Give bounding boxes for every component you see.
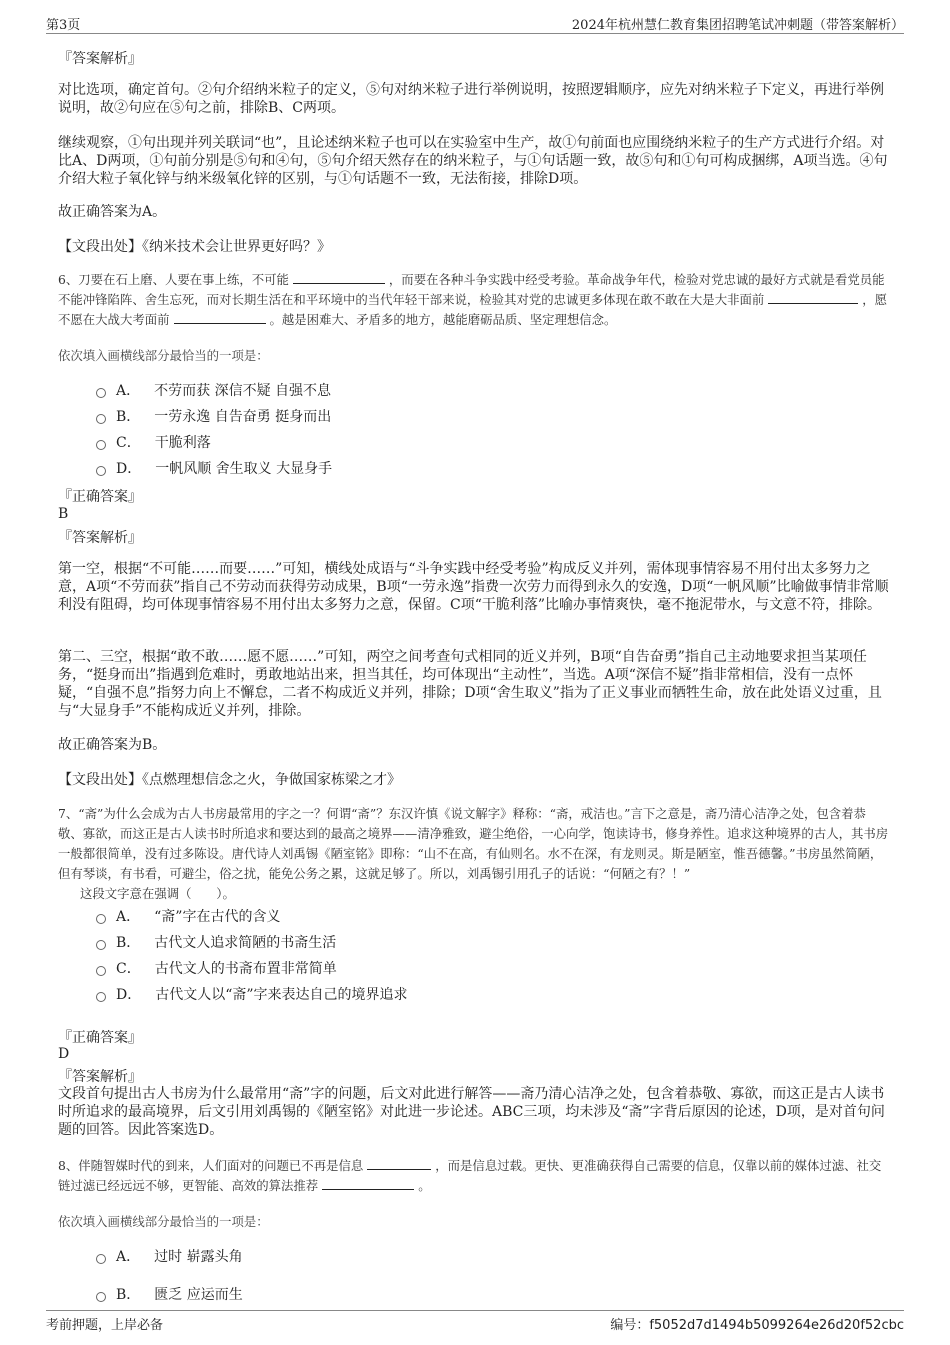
option-letter: C． xyxy=(116,961,141,977)
radio-icon[interactable] xyxy=(96,914,106,924)
q6-analysis-para1: 第一空，根据“不可能……而要……”可知，横线处成语与“斗争实践中经受考验”构成反义并列，需体现事情容易不用付出太多努力之意，A项“不劳而获”指自己不劳动而获得劳动成果，B项“一劳永逸”指费一次劳力而得到永久的安逸，D项“一帆风顺”比喻做事情非常顺利没有阻碍，均可体现事情容易不用付出太多努力之意，保留。C项“干脆利落”比喻办事情爽快，毫不拖泥带水，与文意不符，排除。 xyxy=(58,561,889,613)
footer-divider xyxy=(46,1310,904,1311)
option-text: 干脆利落 xyxy=(154,435,211,451)
option-letter: A． xyxy=(116,383,141,399)
q5-analysis-para2: 继续观察，①句出现并列关联词“也”，且论述纳米粒子也可以在实验室中生产，故①句前面也应围绕纳米粒子的生产方式进行介绍。对比A、D两项，①句前分别是⑤句和④句，⑤句介绍天然存在的纳米粒子，与①句话题一致，故⑤句和①句可构成捆绑，A项当选。④句介绍大粒子氧化锌与纳米级氧化锌的区别，与①句话题不一致，无法衔接，排除D项。 xyxy=(58,135,888,187)
q5-conclusion: 故正确答案为A。 xyxy=(58,204,167,220)
option-letter: C． xyxy=(116,435,141,451)
document-title: 2024年杭州慧仁教育集团招聘笔试冲刺题（带答案解析） xyxy=(571,18,904,33)
q8-option-a[interactable] xyxy=(96,1246,243,1266)
footer-slogan: 考前押题，上岸必备 xyxy=(46,1318,164,1333)
q7-question: 这段文字意在强调（ ）。 xyxy=(80,886,235,901)
option-letter: D． xyxy=(116,987,142,1003)
q6-option-d[interactable] xyxy=(96,458,332,478)
option-letter: B． xyxy=(116,1287,141,1303)
q6-prompt: 依次填入画横线部分最恰当的一项是： xyxy=(58,348,269,363)
q6-stem-part4: 。越是困难大、矛盾多的地方，越能磨砺品质、坚定理想信念。 xyxy=(269,312,617,327)
header-divider xyxy=(46,33,904,34)
option-text: 古代文人的书斋布置非常简单 xyxy=(154,961,337,977)
option-text: 过时 崭露头角 xyxy=(154,1249,243,1265)
q8-stem xyxy=(58,1156,890,1196)
option-text: 匮乏 应运而生 xyxy=(154,1287,243,1303)
page-number: 第3页 xyxy=(46,18,81,33)
q6-analysis-label: 『答案解析』 xyxy=(58,530,142,546)
q6-blank-3 xyxy=(174,322,266,324)
q7-analysis-label: 『答案解析』 xyxy=(58,1069,142,1085)
q5-analysis-para1: 对比选项，确定首句。②句介绍纳米粒子的定义，⑤句对纳米粒子进行举例说明，按照逻辑顺序，应先对纳米粒子下定义，再进行举例说明，故②句应在⑤句之前，排除B、C两项。 xyxy=(58,82,884,116)
q8-stem-part2: ，而是信息过载。更快、更准确获得自己需要的信息，仅靠以前的媒体过滤、社交链过滤已经远远不够，更智能、高效的算法推荐 xyxy=(58,1158,882,1193)
option-text: 古代文人追求简陋的书斋生活 xyxy=(154,935,337,951)
q5-source: 【文段出处】《纳米技术会让世界更好吗？》 xyxy=(58,239,331,255)
q8-option-b[interactable] xyxy=(96,1284,243,1304)
q6-stem-part3: ，愿不愿在大战大考面前 xyxy=(58,292,888,327)
q6-option-b[interactable] xyxy=(96,406,331,426)
q7-correct-answer: D xyxy=(58,1046,70,1062)
q6-stem-part1: 6、刀要在石上磨、人要在事上练，不可能 xyxy=(58,272,289,287)
option-text: “斋”字在古代的含义 xyxy=(154,909,281,925)
option-text: 不劳而获 深信不疑 自强不息 xyxy=(154,383,332,399)
q6-correct-answer: B xyxy=(58,506,69,522)
q6-stem xyxy=(58,270,890,330)
q7-option-d[interactable] xyxy=(96,984,408,1004)
option-text: 古代文人以“斋”字来表达自己的境界追求 xyxy=(155,987,408,1003)
q8-prompt: 依次填入画横线部分最恰当的一项是： xyxy=(58,1214,269,1229)
radio-icon[interactable] xyxy=(96,388,106,398)
radio-icon[interactable] xyxy=(96,1254,106,1264)
q6-blank-2 xyxy=(768,302,858,304)
option-letter: A． xyxy=(116,909,141,925)
radio-icon[interactable] xyxy=(96,940,106,950)
q6-blank-1 xyxy=(293,282,385,284)
option-text: 一劳永逸 自告奋勇 挺身而出 xyxy=(154,409,332,425)
q5-analysis-label: 『答案解析』 xyxy=(58,51,142,67)
code-label: 编号： xyxy=(610,1318,650,1333)
option-letter: D． xyxy=(116,461,142,477)
q8-blank-2 xyxy=(322,1188,414,1190)
q7-option-c[interactable] xyxy=(96,958,337,978)
option-text: 一帆风顺 舍生取义 大显身手 xyxy=(155,461,333,477)
q7-stem: 7、“斋”为什么会成为古人书房最常用的字之一？何谓“斋”？东汉许慎《说文解字》释称：“斋，戒洁也。”言下之意是，斋乃清心洁净之处，包含着恭敬、寡欲，而这正是古人读书时所追求和要达到的最高之境界——清净雅致，避尘绝俗，一心向学，饱读诗书，修身养性。追求这种境界的古人，其书房一般都很简单，没有过多陈设。唐代诗人刘禹锡《陋室铭》即称：“山不在高，有仙则名。水不在深，有龙则灵。斯是陋室，惟吾德馨。”书房虽然简陋，但有琴谈，有书看，可避尘，俗之扰，能免公务之累，这就足够了。所以，刘禹锡引用孔子的话说：“何陋之有？！” xyxy=(58,806,889,881)
radio-icon[interactable] xyxy=(96,440,106,450)
q8-stem-part1: 8、伴随智媒时代的到来，人们面对的问题已不再是信息 xyxy=(58,1158,364,1173)
q7-analysis: 文段首句提出古人书房为什么最常用“斋”字的问题，后文对此进行解答——斋乃清心洁净之处，包含着恭敬、寡欲，而这正是古人读书时所追求的最高境界，后文引用刘禹锡的《陋室铭》对此进一步论述。ABC三项，均未涉及“斋”字背后原因的论述，D项，是对首句问题的回答。因此答案选D。 xyxy=(58,1086,885,1138)
option-letter: B． xyxy=(116,409,141,425)
q6-analysis-para2: 第二、三空，根据“敢不敢……愿不愿……”可知，两空之间考查句式相同的近义并列，B项“自告奋勇”指自己主动地要求担当某项任务，“挺身而出”指遇到危难时，勇敢地站出来，担当其任，均可体现出“主动性”，当选。A项“深信不疑”指非常相信，没有一点怀疑，“自强不息”指努力向上不懈怠，二者不构成近义并列，排除；D项“舍生取义”指为了正义事业而牺牲生命，放在此处语义过重，且与“大显身手”不能构成近义并列，排除。 xyxy=(58,649,882,719)
radio-icon[interactable] xyxy=(96,1292,106,1302)
radio-icon[interactable] xyxy=(96,992,106,1002)
q7-option-b[interactable] xyxy=(96,932,336,952)
code-value: f5052d7d1494b5099264e26d20f52cbc xyxy=(649,1318,904,1333)
q7-correct-label: 『正确答案』 xyxy=(58,1030,142,1046)
option-letter: B． xyxy=(116,935,141,951)
q7-option-a[interactable] xyxy=(96,906,280,926)
q8-stem-part3: 。 xyxy=(418,1178,431,1193)
radio-icon[interactable] xyxy=(96,414,106,424)
q6-correct-label: 『正确答案』 xyxy=(58,489,142,505)
document-code xyxy=(610,1314,904,1333)
q6-conclusion: 故正确答案为B。 xyxy=(58,737,167,753)
q6-option-c[interactable] xyxy=(96,432,211,452)
option-letter: A． xyxy=(116,1249,141,1265)
q6-option-a[interactable] xyxy=(96,380,331,400)
radio-icon[interactable] xyxy=(96,466,106,476)
q6-stem-part2: ，而要在各种斗争实践中经受考验。革命战争年代，检验对党忠诚的最好方式就是看党员能不能冲锋陷阵、舍生忘死，而对长期生活在和平环境中的当代年轻干部来说，检验其对党的忠诚更多体现在敢不敢在大是大非面前 xyxy=(58,272,885,307)
q6-source: 【文段出处】《点燃理想信念之火，争做国家栋梁之才》 xyxy=(58,772,401,788)
radio-icon[interactable] xyxy=(96,966,106,976)
q8-blank-1 xyxy=(367,1168,431,1170)
